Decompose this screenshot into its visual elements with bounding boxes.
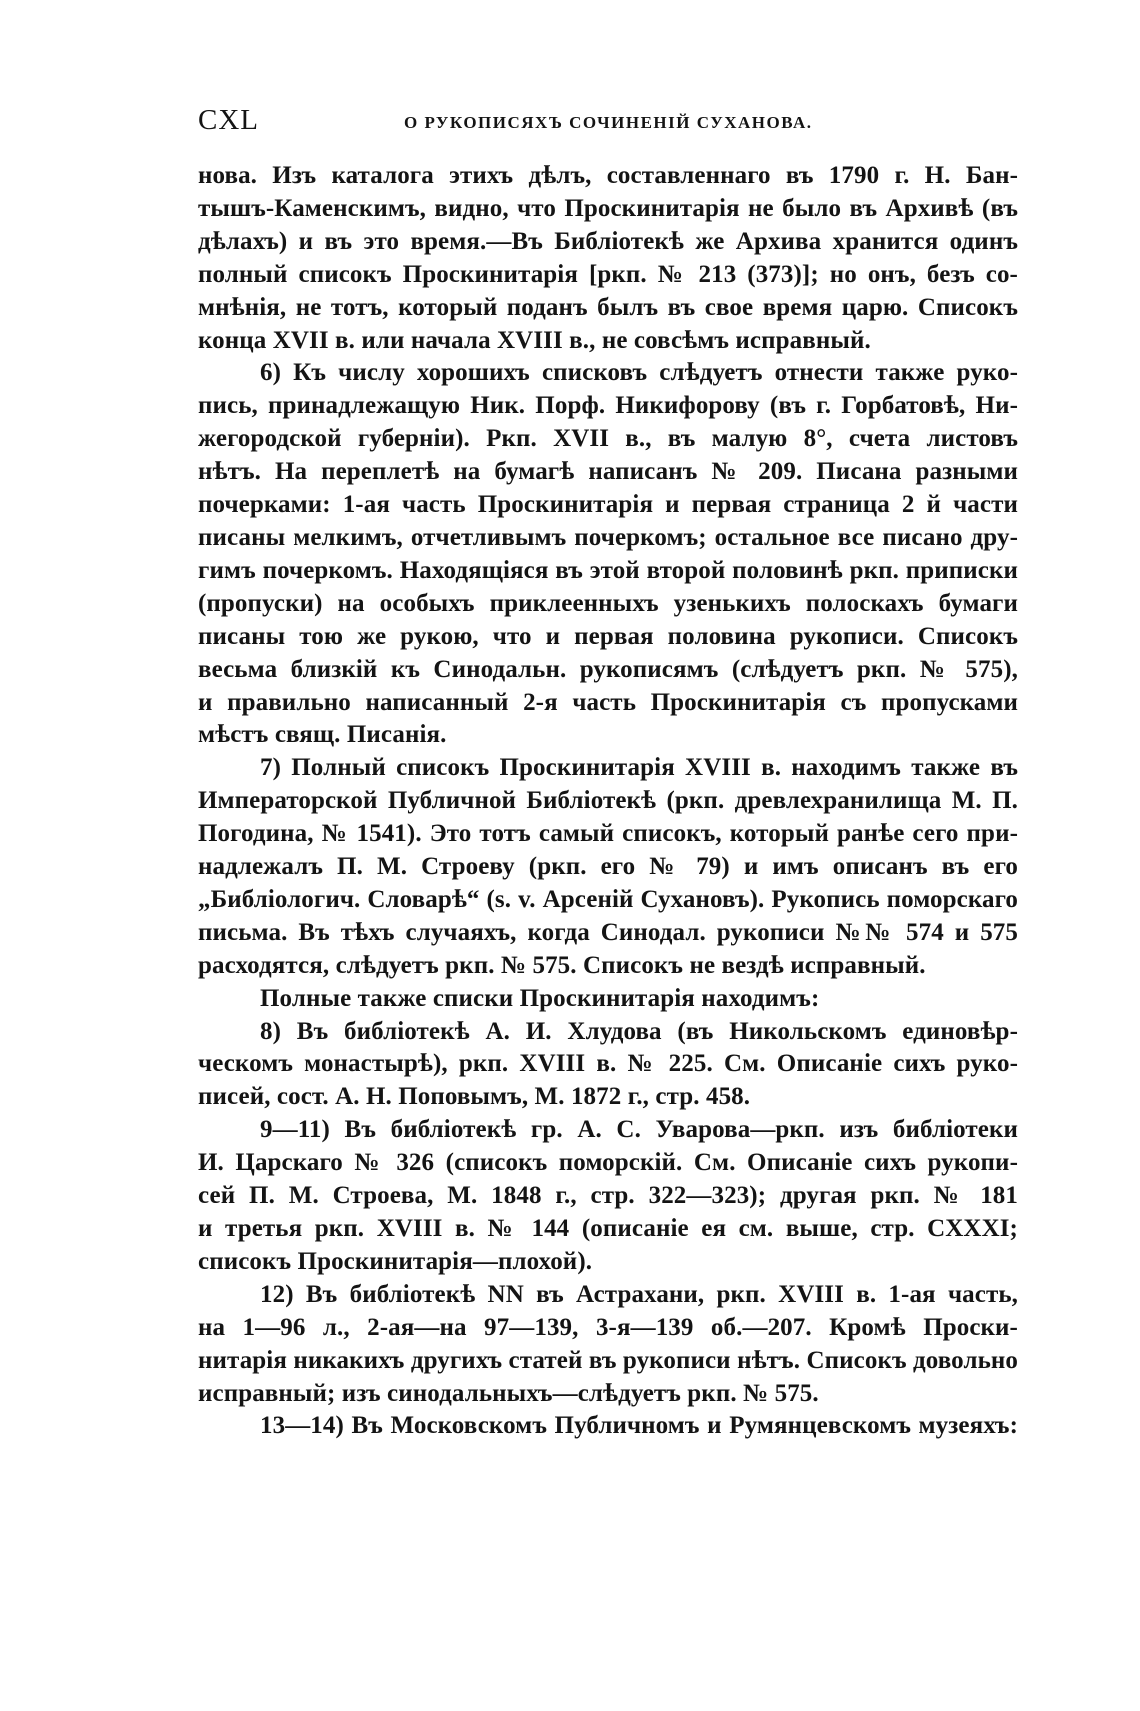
text-line: нѣтъ. На переплетѣ на бумагѣ написанъ № 209. Писана разными bbox=[198, 458, 1018, 486]
text-line: писаны тою же рукою, что и первая половина рукописи. Списокъ bbox=[198, 622, 1018, 650]
text-line: расходятся, слѣдуетъ ркп. № 575. Списокъ не вездѣ исправный. bbox=[198, 951, 926, 979]
text-line: И. Царскаго № 326 (списокъ поморскій. См. Описаніе сихъ рукопи- bbox=[198, 1149, 1018, 1177]
text-line: и правильно написанный 2-я часть Проскинитарія съ пропусками bbox=[198, 688, 1018, 716]
text-line: Императорской Публичной Библіотекѣ (ркп. древлехранилища М. П. bbox=[198, 787, 1018, 815]
paragraph bbox=[198, 752, 1018, 982]
page-number: CXL bbox=[198, 104, 259, 136]
text-line: 12) Въ библіотекѣ NN въ Астрахани, ркп. XVIII в. 1-ая часть, bbox=[260, 1280, 1018, 1308]
text-line: „Библіологич. Словарѣ“ (s. v. Арсеній Сухановъ). Рукопись поморскаго bbox=[198, 885, 1018, 913]
text-line: исправный; изъ синодальныхъ—слѣдуетъ ркп. № 575. bbox=[198, 1379, 819, 1407]
text-line: на 1—96 л., 2-ая—на 97—139, 3-я—139 об.—207. Кромѣ Проски- bbox=[198, 1313, 1018, 1341]
paragraph bbox=[198, 1279, 1018, 1411]
text-line: 13—14) Въ Московскомъ Публичномъ и Румянцевскомъ музеяхъ: bbox=[260, 1412, 1018, 1440]
text-line: пись, принадлежащую Ник. Порф. Никифорову (въ г. Горбатовѣ, Ни- bbox=[198, 392, 1018, 420]
text-line: надлежалъ П. М. Строеву (ркп. его № 79) и имъ описанъ въ его bbox=[198, 853, 1018, 881]
text-line: сей П. М. Строева, М. 1848 г., стр. 322—323); другая ркп. № 181 bbox=[198, 1182, 1018, 1210]
running-title: О РУКОПИСЯХЪ СОЧИНЕНІЙ СУХАНОВА. bbox=[404, 113, 813, 132]
text-line: конца XVII в. или начала XVIII в., не совсѣмъ исправный. bbox=[198, 326, 871, 354]
body-text bbox=[198, 160, 1018, 1443]
text-line: весьма близкій къ Синодальн. рукописямъ (слѣдуетъ ркп. № 575), bbox=[198, 655, 1018, 683]
paragraph bbox=[198, 357, 1018, 752]
text-line: почерками: 1-ая часть Проскинитарія и первая страница 2 й части bbox=[198, 491, 1018, 519]
paragraph bbox=[198, 1016, 1018, 1115]
text-line: писаны мелкимъ, отчетливымъ почеркомъ; остальное все писано дру- bbox=[198, 523, 1018, 551]
text-line: и третья ркп. XVIII в. № 144 (описаніе ея см. выше, стр. CXXXI; bbox=[198, 1215, 1018, 1242]
text-line: (пропуски) на особыхъ приклеенныхъ узенькихъ полоскахъ бумаги bbox=[198, 589, 1018, 617]
paragraph bbox=[198, 1114, 1018, 1279]
page-header bbox=[198, 104, 1018, 144]
text-line: гимъ почеркомъ. Находящіяся въ этой второй половинѣ ркп. приписки bbox=[198, 556, 1018, 584]
text-line: нитарія никакихъ другихъ статей въ рукописи нѣтъ. Списокъ довольно bbox=[198, 1346, 1018, 1374]
text-line: 9—11) Въ библіотекѣ гр. А. С. Уварова—ркп. изъ библіотеки bbox=[260, 1116, 1018, 1144]
text-line: нова. Изъ каталога этихъ дѣлъ, составленнаго въ 1790 г. Н. Бан- bbox=[198, 162, 1018, 189]
text-line: письма. Въ тѣхъ случаяхъ, когда Синодал. рукописи №№ 574 и 575 bbox=[198, 918, 1018, 946]
text-line: дѣлахъ) и въ это время.—Въ Библіотекѣ же Архива хранится одинъ bbox=[198, 227, 1018, 255]
paragraph bbox=[198, 1410, 1018, 1443]
text-line: 6) Къ числу хорошихъ списковъ слѣдуетъ отнести также руко- bbox=[260, 359, 1018, 387]
text-line: Погодина, № 1541). Это тотъ самый списокъ, который ранѣе сего при- bbox=[198, 820, 1018, 848]
paragraph bbox=[198, 160, 1018, 357]
text-line: 7) Полный списокъ Проскинитарія XVIII в. находимъ также въ bbox=[260, 754, 1018, 782]
text-line: мнѣнія, не тотъ, который поданъ былъ въ свое время царю. Списокъ bbox=[198, 293, 1018, 321]
text-line: ческомъ монастырѣ), ркп. XVIII в. № 225. См. Описаніе сихъ руко- bbox=[198, 1050, 1018, 1078]
paragraph bbox=[198, 983, 1018, 1016]
text-line: Полные также списки Проскинитарія находимъ: bbox=[260, 984, 820, 1012]
text-line: полный списокъ Проскинитарія [ркп. № 213 (373)]; но онъ, безъ со- bbox=[198, 260, 1018, 288]
text-line: мѣстъ свящ. Писанія. bbox=[198, 721, 447, 749]
text-line: писей, сост. А. Н. Поповымъ, М. 1872 г., стр. 458. bbox=[198, 1083, 751, 1111]
text-line: жегородской губерніи). Ркп. XVII в., въ малую 8°, счета листовъ bbox=[198, 425, 1018, 453]
text-line: тышъ-Каменскимъ, видно, что Проскинитарія не было въ Архивѣ (въ bbox=[198, 194, 1018, 222]
text-line: списокъ Проскинитарія—плохой). bbox=[198, 1247, 593, 1275]
text-line: 8) Въ библіотекѣ А. И. Хлудова (въ Никольскомъ единовѣр- bbox=[260, 1017, 1018, 1045]
